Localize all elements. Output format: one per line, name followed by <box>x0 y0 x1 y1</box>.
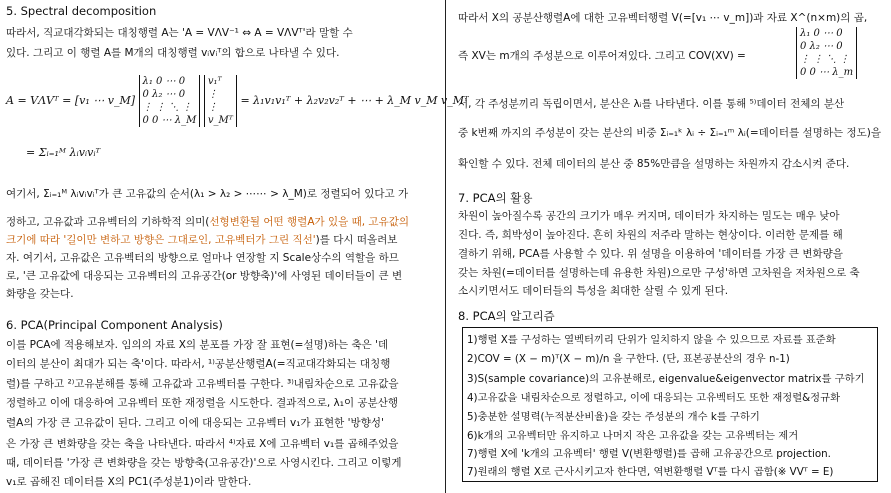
where-line-5: 로, '큰 고유값에 대응되는 고유벡터의 고유공간(or 방향축)'에 사영된 데이터들이 큰 변 <box>6 270 403 282</box>
algorithm-step: 2)COV = (X − m)ᵀ(X − m)/n 을 구한다. (단, 표본공분산의 경우 n-1) <box>467 353 790 365</box>
top-line-4: 중 k번째 까지의 주성분이 갖는 분산의 비중 Σᵢ₌₁ᵏ λᵢ ÷ Σᵢ₌₁ᵐ λᵢ(=데이터를 설명하는 정도)을 <box>458 127 881 139</box>
matrix-row: ⋮ ⋮ ⋱ ⋮ <box>800 54 850 65</box>
matrix-row: 0 λ₂ ⋯ 0 <box>800 41 843 52</box>
sec6-line-8: v₁로 곱해진 데이터를 X의 PC1(주성분1)이라 말한다. <box>6 476 252 488</box>
sec7-line-1: 차원이 높아질수록 공간의 크기가 매우 커지며, 데이터가 차지하는 밀도는 매우 낮아 <box>458 210 840 222</box>
matrix-row: λ₁ 0 ⋯ 0 <box>800 28 843 39</box>
matrix-row: 0 0 ⋯ λ_M <box>142 115 197 126</box>
algorithm-step: 1)행렬 X를 구성하는 열벡터끼리 단위가 일치하지 않을 수 있으므로 자료를 표준화 <box>467 334 836 346</box>
vector-row: ⋮ <box>207 102 218 113</box>
algorithm-box <box>462 327 878 482</box>
where-line-4: 자. 여기서, 고유값은 고유벡터의 방향으로 얼마나 연장할 지 Scale상수의 역할을 하므 <box>6 252 399 264</box>
sec5-line-1: 따라서, 직교대각화되는 대칭행렬 A는 'A = VΛV⁻¹ ⇔ A = VΛVᵀ'라 말할 수 <box>6 27 353 39</box>
where-line-3 <box>6 232 397 247</box>
vector-row: ⋮ <box>207 89 218 100</box>
highlight-geometric-meaning-1: 선형변환될 어떤 행렬A가 있을 때, 고유값의 <box>209 216 409 228</box>
algorithm-step: 4)고유값을 내림차순으로 정렬하고, 이에 대응되는 고유벡터도 또한 재정렬&정규화 <box>467 392 841 404</box>
matrix-row: λ₁ 0 ⋯ 0 <box>142 76 186 87</box>
sec6-line-5: 렬A의 가장 큰 고유값이 된다. 그리고 이에 대응되는 고유벡터 v₁가 표현한 '방향성' <box>6 417 384 429</box>
section-8-title: 8. PCA의 알고리즘 <box>458 309 555 323</box>
cov-eigen-matrix <box>796 27 857 79</box>
eq-rhs: = λ₁v₁v₁ᵀ + λ₂v₂v₂ᵀ + ⋯ + λ_M v_M v_Mᵀ <box>240 94 469 107</box>
where-line-3-text: )를 다시 떠올려보 <box>315 234 398 246</box>
section-7-title: 7. PCA의 활용 <box>458 191 533 205</box>
section-5-title: 5. Spectral decomposition <box>6 4 157 18</box>
highlight-geometric-meaning-2: 크기에 따라 '길이만 변하고 방향은 그대로인, 고유벡터가 그린 직선' <box>6 234 316 246</box>
algorithm-step: 7)행렬 X에 'k개의 고유벡터' 행렬 V(변환행렬)를 곱해 고유공간으로 projection. <box>467 448 831 460</box>
top-line-2: 즉 XV는 m개의 주성분으로 이루어져있다. 그리고 COV(XV) = <box>458 50 746 62</box>
top-line-1: 따라서 X의 공분산행렬A에 대한 고유벡터행렬 V(=[v₁ ⋯ v_m])과 자료 X^(n×m)의 곱, <box>458 12 868 24</box>
eigenvector-column <box>204 75 237 127</box>
matrix-row: 0 λ₂ ⋯ 0 <box>142 89 186 100</box>
section-6-title: 6. PCA(Principal Component Analysis) <box>6 318 223 332</box>
sec6-line-1: 이를 PCA에 적용해보자. 임의의 자료 X의 분포를 가장 잘 표현(=설명)하는 축은 '데 <box>6 339 389 351</box>
sec7-line-3: 결하기 위해, PCA를 사용할 수 있다. 위 설명을 이용하여 '데이터를 가장 큰 변화량을 <box>458 248 843 260</box>
sec6-line-6: 은 가장 큰 변화량을 갖는 축을 나타낸다. 따라서 ⁴⁾자료 X에 고유벡터 v₁를 곱해주었을 <box>6 438 399 450</box>
algorithm-step: 5)충분한 설명력(누적분산비율)을 갖는 주성분의 개수 k를 구하기 <box>467 411 760 423</box>
column-divider <box>445 0 446 493</box>
where-line-6: 화량을 갖는다. <box>6 288 74 300</box>
sec7-line-2: 진다. 즉, 희박성이 높아진다. 흔히 차원의 저주라 말하는 현상이다. 이러한 문제를 해 <box>458 229 843 241</box>
sec7-line-4: 갖는 차원(=데이터를 설명하는데 유용한 차원)으로만 구성'하면 고차원을 저차원으로 축 <box>458 267 860 279</box>
sec6-line-2: 이터의 분산이 최대가 되는 축'이다. 따라서, ¹⁾공분산행렬A(=직교대각화되는 대칭행 <box>6 358 391 370</box>
eigenvalue-matrix <box>139 75 201 127</box>
algorithm-step: 3)S(sample covariance)의 고유분해로, eigenvalue&eigenvector matrix를 구하기 <box>467 373 865 385</box>
vector-row: v_Mᵀ <box>207 115 233 126</box>
sec7-line-5: 소시키면서도 데이터들의 특성을 최대한 살릴 수 있게 된다. <box>458 285 729 297</box>
where-line-1: 여기서, Σᵢ₌₁ᴹ λᵢvᵢvᵢᵀ가 큰 고유값의 순서(λ₁ > λ₂ > ⋯⋯ > λ_M)로 정렬되어 있다고 가 <box>6 188 409 200</box>
matrix-row: 0 0 ⋯ λ_m <box>800 67 854 78</box>
sec6-line-7: 때, 데이터를 '가장 큰 변화량을 갖는 방향축(고유공간)'으로 사영시킨다. 그리고 이렇게 <box>6 457 402 469</box>
cov-matrix <box>796 27 857 79</box>
where-line-2-text: 정하고, 고유값과 고유벡터의 기하학적 의미( <box>6 216 210 228</box>
vector-row: v₁ᵀ <box>207 76 222 87</box>
sec6-line-3: 렬)를 구하고 ²⁾고유분해를 통해 고유값과 고유벡터를 구한다. ³⁾내림차순으로 고유값을 <box>6 378 399 390</box>
where-line-2 <box>6 214 409 229</box>
algorithm-step: 6)k개의 고유벡터만 유지하고 나머지 작은 고유값을 갖는 고유벡터는 제거 <box>467 430 799 442</box>
eq-lhs: A = VΛVᵀ = [v₁ ⋯ v_M] <box>6 94 135 107</box>
top-line-5: 확인할 수 있다. 전체 데이터의 분산 중 85%만큼을 설명하는 차원까지 감소시켜 준다. <box>458 158 850 170</box>
sec5-line-2: 있다. 그리고 이 행렬 A를 M개의 대칭행렬 vᵢvᵢᵀ의 합으로 나타낼 수 있다. <box>6 47 340 59</box>
matrix-row: ⋮ ⋮ ⋱ ⋮ <box>142 102 193 113</box>
top-line-3: 서, 각 주성분끼리 독립이면서, 분산은 λᵢ를 나타낸다. 이를 통해 ⁵⁾데이터 전체의 분산 <box>458 98 845 110</box>
equation-spectral <box>6 75 469 127</box>
algorithm-step: 7)원래의 행렬 X로 근사시키고자 한다면, 역변환행렬 Vᵀ를 다시 곱함(※ VVᵀ = E) <box>467 466 834 478</box>
equation-sum: = Σᵢ₌₁ᴹ λᵢvᵢvᵢᵀ <box>26 146 101 159</box>
sec6-line-4: 정렬하고 이에 대응하여 고유벡터 또한 재정렬을 시도한다. 결과적으로, λ₁이 공분산행 <box>6 397 398 409</box>
